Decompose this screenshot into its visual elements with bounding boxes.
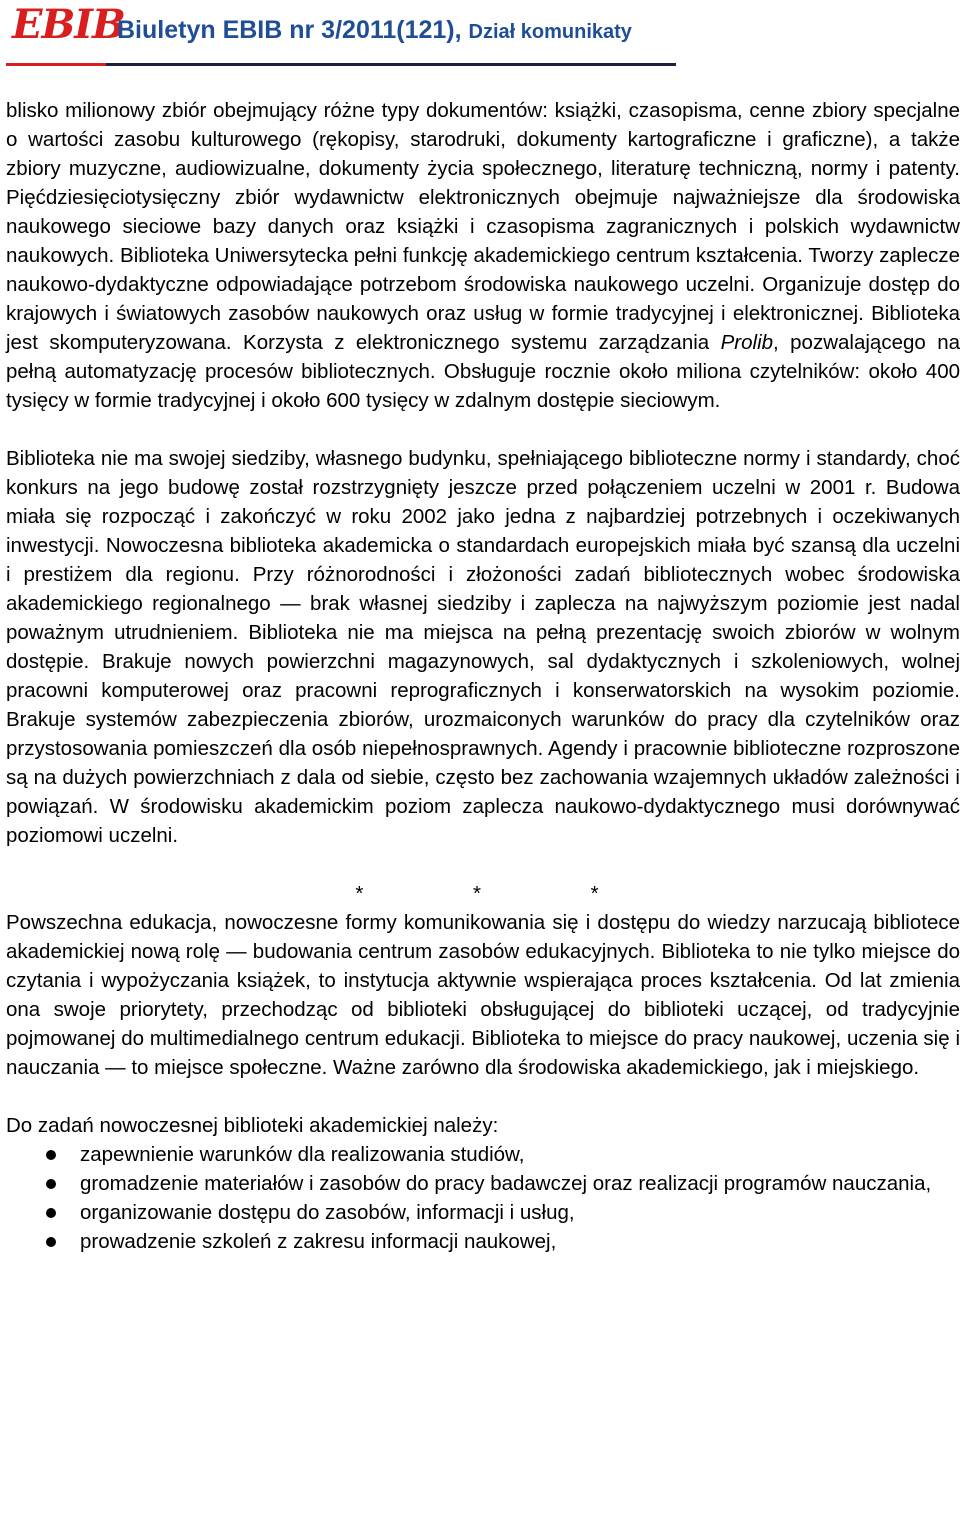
- list-item-text: gromadzenie materiałów i zasobów do pracy badawczej oraz realizacji programów nauczania,: [80, 1172, 932, 1195]
- article-body: [6, 96, 960, 1256]
- list-item-text: organizowanie dostępu do zasobów, informacji i usług,: [80, 1201, 575, 1224]
- list-intro: Do zadań nowoczesnej biblioteki akademickiej należy:: [6, 1114, 499, 1137]
- list-item-text: prowadzenie szkoleń z zakresu informacji naukowej,: [80, 1230, 557, 1253]
- list-item: [6, 1140, 960, 1169]
- list-item: [6, 1169, 960, 1198]
- header-rule-red: [6, 63, 106, 66]
- tasks-list: [6, 1140, 960, 1256]
- paragraph-library-collection: [6, 96, 960, 415]
- header-title-section: Dział komunikaty: [468, 21, 632, 43]
- bullet-icon: [46, 1179, 56, 1189]
- logo-text: EBIB: [12, 1, 125, 48]
- ebib-logo: [6, 1, 125, 48]
- paragraph-text: blisko milionowy zbiór obejmujący różne typy dokumentów: książki, czasopisma, cenne zbiory specjalne o wartości zasobu kulturowego (rękopisy, starodruki, dokumenty kartograficzne i graficzne), a także zbiory muzyczne, audiowizualne, dokumenty życia społecznego, literaturę techniczną, normy i patenty. Pięćdziesięciotysięczny zbiór wydawnictw elektronicznych obejmuje najważniejsze dla środowiska naukowego sieciowe bazy danych oraz książki i czasopisma zagranicznych i polskich wydawnictw naukowych. Biblioteka Uniwersytecka pełni funkcję akademickiego centrum kształcenia. Tworzy zaplecze naukowo-dydaktyczne odpowiadające potrzebom środowiska naukowego uczelni. Organizuje dostęp do krajowych i światowych zasobów naukowych oraz usług w formie tradycyjnej i elektronicznej. Biblioteka jest skomputeryzowana. Korzysta z elektronicznego systemu zarządzania: [6, 99, 960, 354]
- header-rule-dark: [106, 63, 676, 66]
- section-separator: * * *: [355, 882, 651, 905]
- list-item-text: zapewnienie warunków dla realizowania studiów,: [80, 1143, 525, 1166]
- bullet-icon: [46, 1208, 56, 1218]
- prolib-name: Prolib: [720, 331, 774, 354]
- paragraph-library-building: Biblioteka nie ma swojej siedziby, własnego budynku, spełniającego biblioteczne normy i standardy, choć konkurs na jego budowę został rozstrzygnięty jeszcze przed połączeniem uczelni w 2001 r. Budowa miała się rozpocząć i zakończyć w roku 2002 jako jedna z najbardziej potrzebnych i oczekiwanych inwestycji. Nowoczesna biblioteka akademicka o standardach europejskich miała być szansą dla uczelni i prestiżem dla regionu. Przy różnorodności i złożoności zadań bibliotecznych wobec środowiska akademickiego regionalnego — brak własnej siedziby i zaplecza na najwyższym poziomie jest nadal poważnym utrudnieniem. Biblioteka nie ma miejsca na pełną prezentację swoich zbiorów w wolnym dostępie. Brakuje nowych powierzchni magazynowych, sal dydaktycznych i szkoleniowych, wolnej pracowni komputerowej oraz pracowni reprograficznych i konserwatorskich na wysokim poziomie. Brakuje systemów zabezpieczenia zbiorów, urozmaiconych warunków do pracy dla czytelników oraz przystosowania pomieszczeń dla osób niepełnosprawnych. Agendy i pracownie biblioteczne rozproszone są na dużych powierzchniach z dala od siebie, często bez zachowania wzajemnych układów zależności i powiązań. W środowisku akademickim poziom zaplecza naukowo-dydaktycznego musi dorównywać poziomowi uczelni.: [6, 447, 960, 847]
- list-item: [6, 1227, 960, 1256]
- paragraph-text: , pozwalającego na pełną automatyzację procesów bibliotecznych. Obsługuje rocznie około miliona czytelników: około 400 tysięcy w formie tradycyjnej i około 600 tysięcy w zdalnym dostępie sieciowym.: [6, 331, 960, 412]
- bullet-icon: [46, 1150, 56, 1160]
- header-title: [117, 14, 632, 48]
- page-header: [0, 0, 960, 72]
- paragraph-modern-education: Powszechna edukacja, nowoczesne formy komunikowania się i dostępu do wiedzy narzucają bibliotece akademickiej nową rolę — budowania centrum zasobów edukacyjnych. Biblioteka to nie tylko miejsce do czytania i wypożyczania książek, to instytucja aktywnie wspierająca proces kształcenia. Od lat zmienia ona swoje priorytety, przechodząc od biblioteki obsługującej do biblioteki uczącej, od tradycyjnie pojmowanej do multimedialnego centrum edukacji. Biblioteka to miejsce do pracy naukowej, uczenia się i nauczania — to miejsce społeczne. Ważne zarówno dla środowiska akademickiego, jak i miejskiego.: [6, 911, 960, 1079]
- header-title-main: Biuletyn EBIB nr 3/2011(121),: [117, 16, 462, 44]
- list-item: [6, 1198, 960, 1227]
- bullet-icon: [46, 1237, 56, 1247]
